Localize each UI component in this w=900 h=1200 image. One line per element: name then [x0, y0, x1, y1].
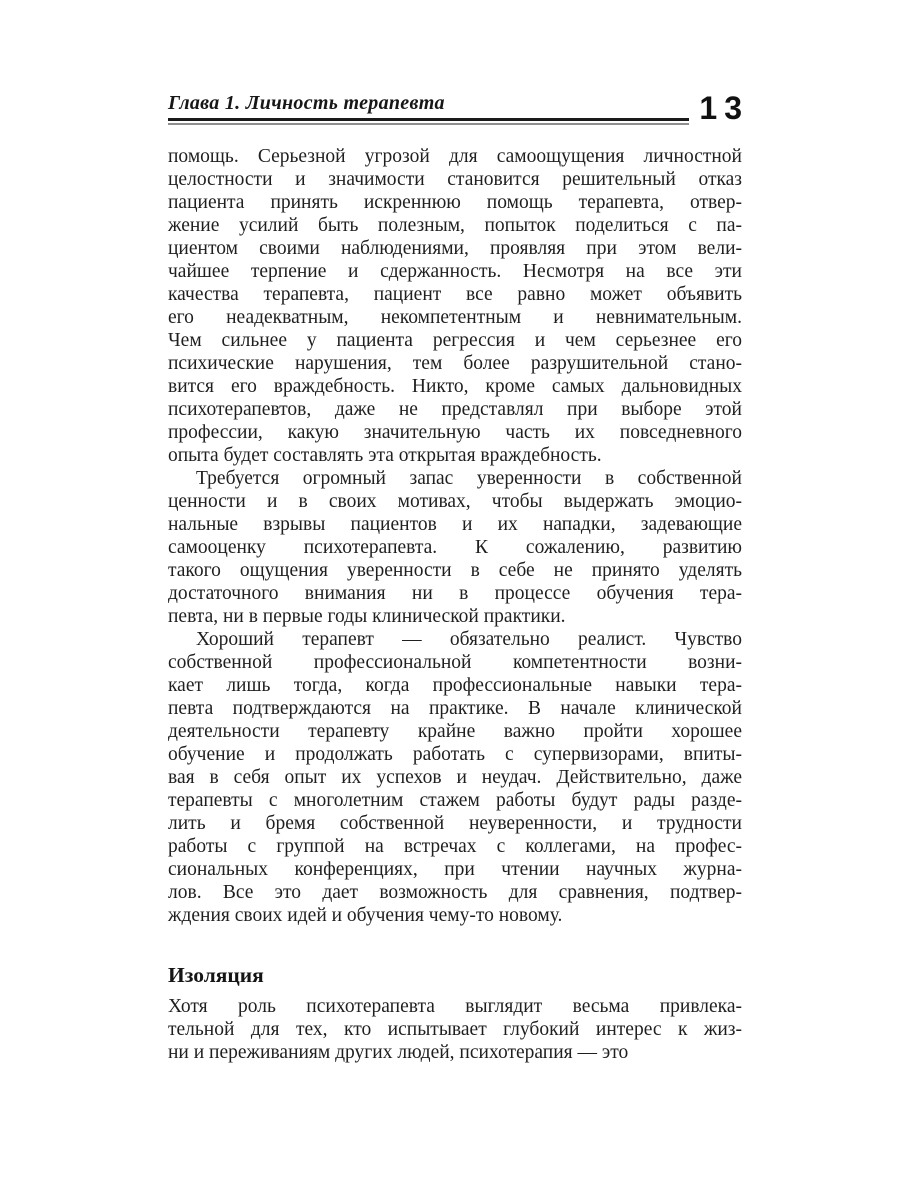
text-line: психические нарушения, тем более разрушительной стано- [168, 353, 742, 374]
text-line: нальные взрывы пациентов и их нападки, задевающие [168, 514, 742, 535]
text-line: ждения своих идей и обучения чему-то новому. [168, 905, 563, 926]
text-line: вая в себя опыт их успехов и неудач. Действительно, даже [168, 767, 742, 788]
text-line: самооценку психотерапевта. К сожалению, развитию [168, 537, 742, 558]
text-line: певта подтверждаются на практике. В начале клинической [168, 698, 742, 719]
text-line: обучение и продолжать работать с супервизорами, впиты- [168, 744, 742, 765]
section-heading: Изоляция [168, 963, 264, 987]
text-line: ни и переживаниям других людей, психотерапия — это [168, 1042, 629, 1063]
text-line: певта, ни в первые годы клинической практики. [168, 606, 566, 627]
page-header [168, 90, 749, 126]
text-line: пациента принять искреннюю помощь терапевта, отвер- [168, 192, 742, 213]
text-line: жение усилий быть полезным, попыток поделиться с па- [168, 215, 742, 236]
text-line: психотерапевтов, даже не представлял при выборе этой [168, 399, 742, 420]
text-line: такого ощущения уверенности в себе не принято уделять [168, 560, 742, 581]
chapter-running-title: Глава 1. Личность терапевта [168, 92, 445, 114]
text-line: вится его враждебность. Никто, кроме самых дальновидных [168, 376, 742, 397]
header-rule-bottom-line [168, 123, 689, 125]
text-line: ценности и в своих мотивах, чтобы выдержать эмоцио- [168, 491, 742, 512]
text-line: кает лишь тогда, когда профессиональные навыки тера- [168, 675, 742, 696]
text-line: профессии, какую значительную часть их повседневного [168, 422, 742, 443]
text-line: лить и бремя собственной неуверенности, и трудности [168, 813, 742, 834]
text-line: работы с группой на встречах с коллегами, на профес- [168, 836, 742, 857]
paragraph [168, 628, 742, 927]
text-line: его неадекватным, некомпетентным и невнимательным. [168, 307, 742, 328]
text-line: деятельности терапевту крайне важно пройти хорошее [168, 721, 742, 742]
paragraph [168, 467, 742, 628]
text-line: целостности и значимости становится решительный отказ [168, 169, 742, 190]
text-line: Требуется огромный запас уверенности в собственной [196, 468, 742, 489]
text-line: терапевты с многолетним стажем работы будут рады разде- [168, 790, 742, 811]
text-line: циентом своими наблюдениями, проявляя при этом вели- [168, 238, 742, 259]
text-line: сиональных конференциях, при чтении научных журна- [168, 859, 742, 880]
text-line: собственной профессиональной компетентности возни- [168, 652, 742, 673]
text-line: качества терапевта, пациент все равно может объявить [168, 284, 742, 305]
header-rule [168, 118, 689, 125]
text-line: Хотя роль психотерапевта выглядит весьма привлека- [168, 996, 742, 1017]
text-line: лов. Все это дает возможность для сравнения, подтвер- [168, 882, 742, 903]
text-line: тельной для тех, кто испытывает глубокий интерес к жиз- [168, 1019, 742, 1040]
text-line: Хороший терапевт — обязательно реалист. Чувство [196, 629, 742, 650]
text-line: опыта будет составлять эта открытая враждебность. [168, 445, 602, 466]
text-line: Чем сильнее у пациента регрессия и чем серьезнее его [168, 330, 742, 351]
page-number: 13 [699, 90, 749, 126]
text-line: достаточного внимания ни в процессе обучения тера- [168, 583, 742, 604]
text-line: помощь. Серьезной угрозой для самоощущения личностной [168, 146, 742, 167]
text-line: чайшее терпение и сдержанность. Несмотря на все эти [168, 261, 742, 282]
paragraph [168, 995, 742, 1064]
paragraph [168, 145, 742, 467]
body-text-column [168, 145, 742, 1064]
